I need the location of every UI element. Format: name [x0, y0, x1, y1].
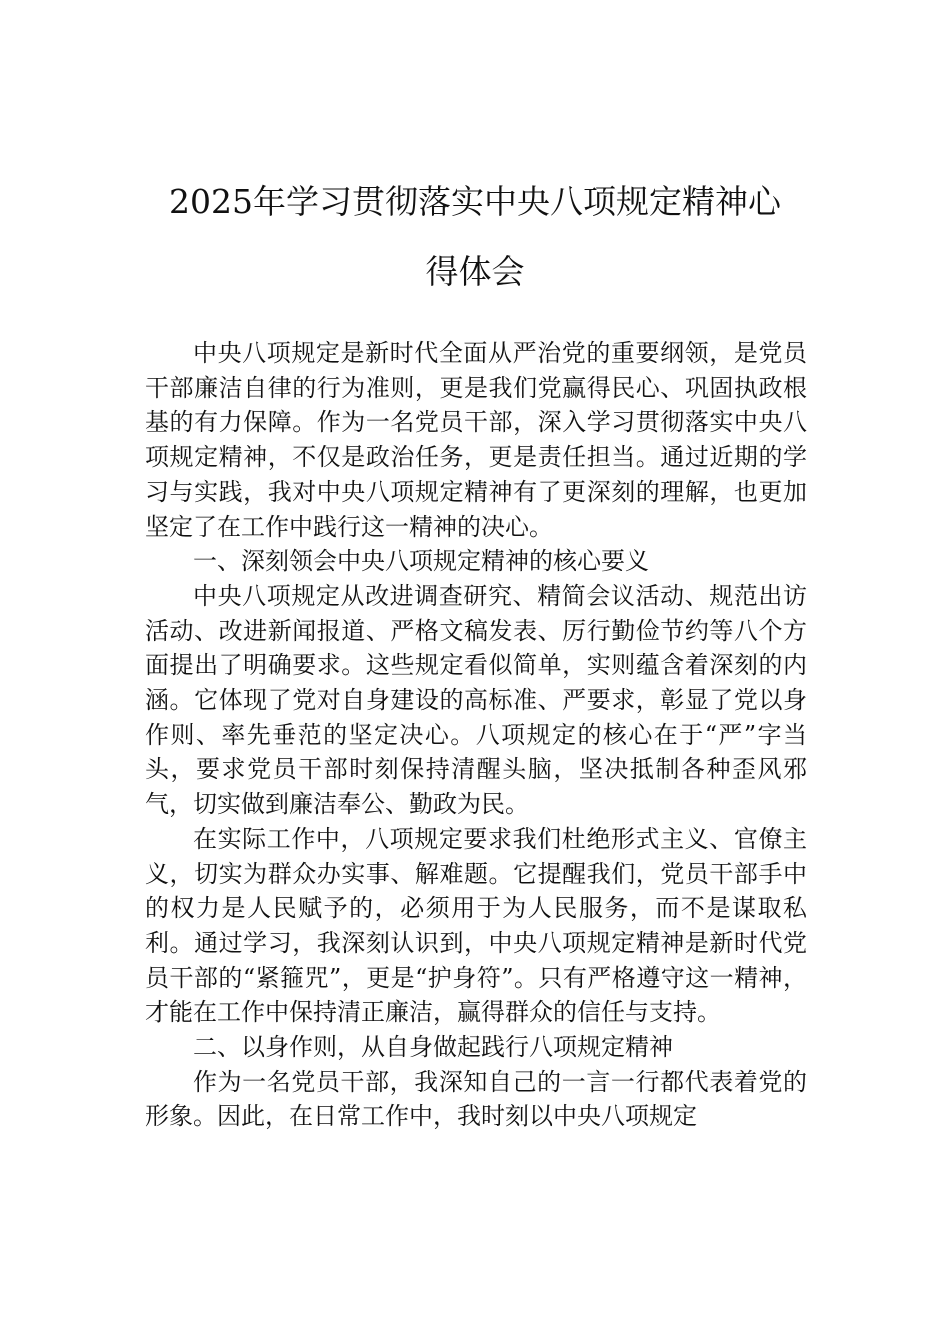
section-heading-2: 二、以身作则，从自身做起践行八项规定精神: [193, 1033, 673, 1062]
section-heading-1: 一、深刻领会中央八项规定精神的核心要义: [193, 547, 649, 576]
document-body: [145, 336, 807, 1134]
paragraph-section1-b: 在实际工作中，八项规定要求我们杜绝形式主义、官僚主义，切实为群众办实事、解难题。它提醒我们，党员干部手中的权力是人民赋予的，必须用于为人民服务，而不是谋取私利。通过学习，我深刻认识到，中央八项规定精神是新时代党员干部的“紧箍咒”，更是“护身符”。只有严格遵守这一精神，才能在工作中保持清正廉洁，赢得群众的信任与支持。: [145, 824, 807, 1027]
document-title-line1: 2025年学习贯彻落实中央八项规定精神心: [169, 182, 781, 221]
paragraph-section2-a: 作为一名党员干部，我深知自己的一言一行都代表着党的形象。因此，在日常工作中，我时刻以中央八项规定: [145, 1067, 807, 1131]
paragraph-section1-a: 中央八项规定从改进调查研究、精简会议活动、规范出访活动、改进新闻报道、严格文稿发表、厉行勤俭节约等八个方面提出了明确要求。这些规定看似简单，实则蕴含着深刻的内涵。它体现了党对自身建设的高标准、严要求，彰显了党以身作则、率先垂范的坚定决心。八项规定的核心在于“严”字当头，要求党员干部时刻保持清醒头脑，坚决抵制各种歪风邪气，切实做到廉洁奉公、勤政为民。: [145, 581, 807, 819]
document-title-line2: 得体会: [425, 252, 525, 291]
paragraph-intro: 中央八项规定是新时代全面从严治党的重要纲领，是党员干部廉洁自律的行为准则，更是我们党赢得民心、巩固执政根基的有力保障。作为一名党员干部，深入学习贯彻落实中央八项规定精神，不仅是政治任务，更是责任担当。通过近期的学习与实践，我对中央八项规定精神有了更深刻的理解，也更加坚定了在工作中践行这一精神的决心。: [145, 339, 807, 541]
